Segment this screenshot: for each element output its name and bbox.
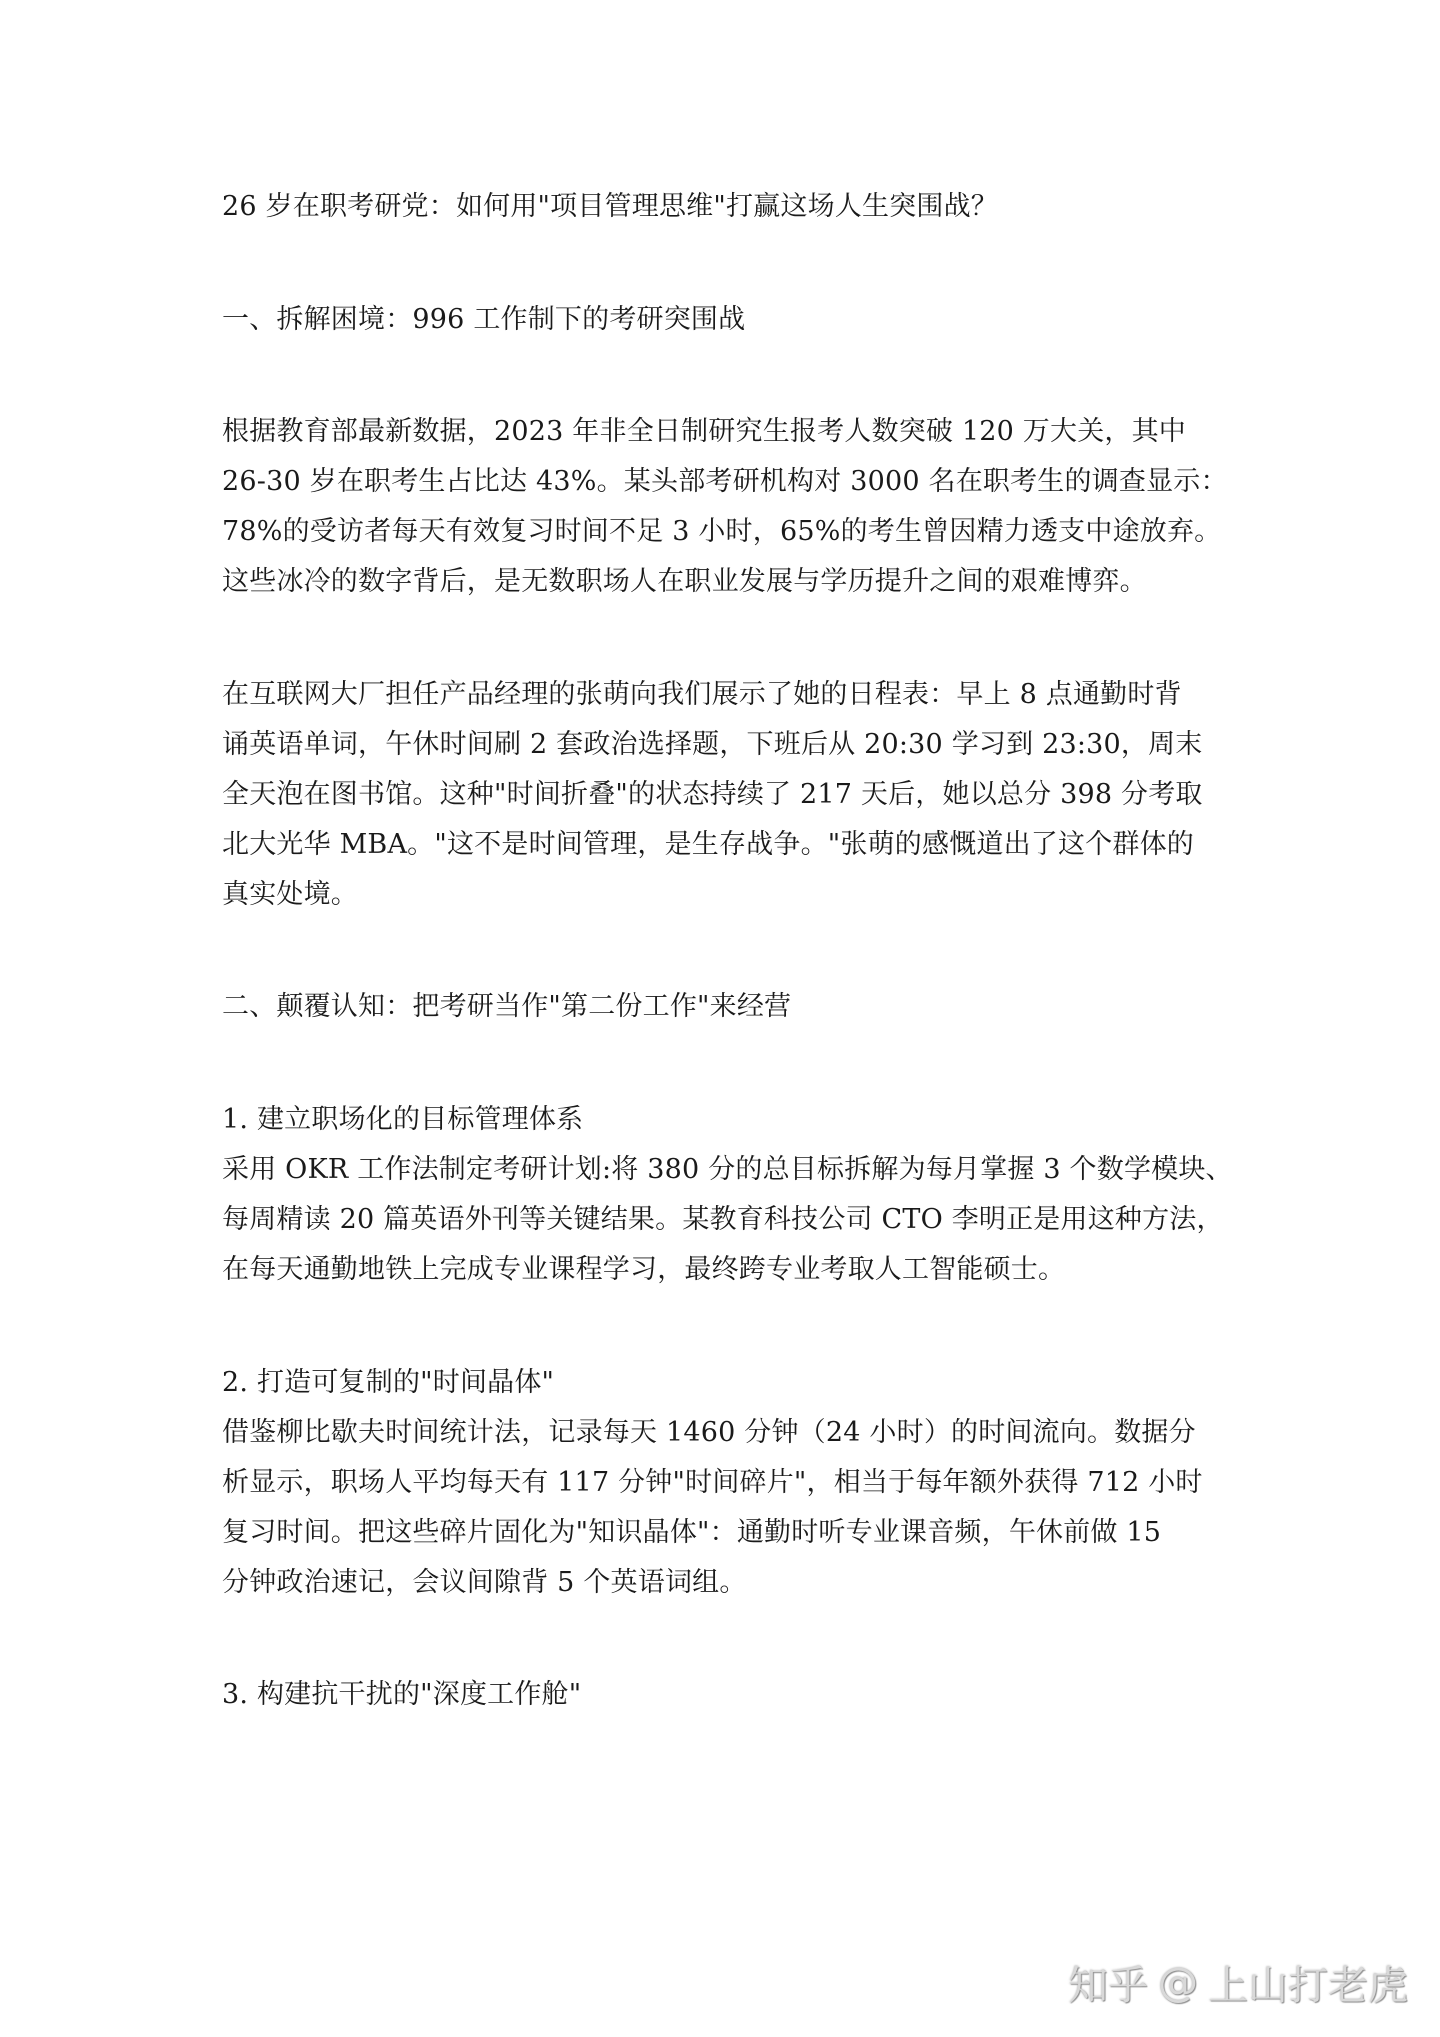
paragraph-2-line-1: 在互联网大厂担任产品经理的张萌向我们展示了她的日程表：早上 8 点通勤时背 <box>222 679 1182 710</box>
zhihu-watermark <box>1068 1954 1408 2011</box>
item-2-line-3: 复习时间。把这些碎片固化为"知识晶体"：通勤时听专业课音频，午休前做 15 <box>222 1517 1162 1548</box>
paragraph-1-line-4: 这些冰冷的数字背后，是无数职场人在职业发展与学历提升之间的艰难博弈。 <box>222 566 1147 597</box>
watermark-at: @ <box>1158 1959 1198 2006</box>
watermark-author: 上山打老虎 <box>1208 1963 1408 2009</box>
paragraph-1-line-3: 78%的受访者每天有效复习时间不足 3 小时，65%的考生曾因精力透支中途放弃。 <box>222 516 1222 547</box>
item-2-line-2: 析显示，职场人平均每天有 117 分钟"时间碎片"，相当于每年额外获得 712 小时 <box>222 1467 1203 1498</box>
watermark-brand: 知乎 <box>1068 1963 1148 2009</box>
paragraph-2-line-4: 北大光华 MBA。"这不是时间管理，是生存战争。"张萌的感慨道出了这个群体的 <box>222 829 1195 860</box>
section-1-heading: 一、拆解困境：996 工作制下的考研突围战 <box>222 304 746 335</box>
paragraph-1-line-2: 26-30 岁在职考生占比达 43%。某头部考研机构对 3000 名在职考生的调查显示： <box>222 466 1228 497</box>
section-2-heading: 二、颠覆认知：把考研当作"第二份工作"来经营 <box>222 991 792 1022</box>
item-1-line-1: 采用 OKR 工作法制定考研计划:将 380 分的总目标拆解为每月掌握 3 个数学模块、 <box>222 1154 1233 1185</box>
item-1-line-3: 在每天通勤地铁上完成专业课程学习，最终跨专业考取人工智能硕士。 <box>222 1254 1066 1285</box>
document-title: 26 岁在职考研党：如何用"项目管理思维"打赢这场人生突围战？ <box>222 191 998 222</box>
paragraph-2-line-5: 真实处境。 <box>222 879 358 910</box>
paragraph-2-line-2: 诵英语单词，午休时间刷 2 套政治选择题，下班后从 20:30 学习到 23:30，周末 <box>222 729 1203 760</box>
item-2-heading: 2. 打造可复制的"时间晶体" <box>222 1367 555 1398</box>
item-2-line-1: 借鉴柳比歇夫时间统计法，记录每天 1460 分钟（24 小时）的时间流向。数据分 <box>222 1417 1196 1448</box>
paragraph-2-line-3: 全天泡在图书馆。这种"时间折叠"的状态持续了 217 天后，她以总分 398 分考取 <box>222 779 1203 810</box>
item-1-heading: 1. 建立职场化的目标管理体系 <box>222 1104 584 1135</box>
item-3-heading: 3. 构建抗干扰的"深度工作舱" <box>222 1679 582 1710</box>
item-1-line-2: 每周精读 20 篇英语外刊等关键结果。某教育科技公司 CTO 李明正是用这种方法， <box>222 1204 1224 1235</box>
item-2-line-4: 分钟政治速记，会议间隙背 5 个英语词组。 <box>222 1567 747 1598</box>
paragraph-1-line-1: 根据教育部最新数据，2023 年非全日制研究生报考人数突破 120 万大关，其中 <box>222 416 1186 447</box>
